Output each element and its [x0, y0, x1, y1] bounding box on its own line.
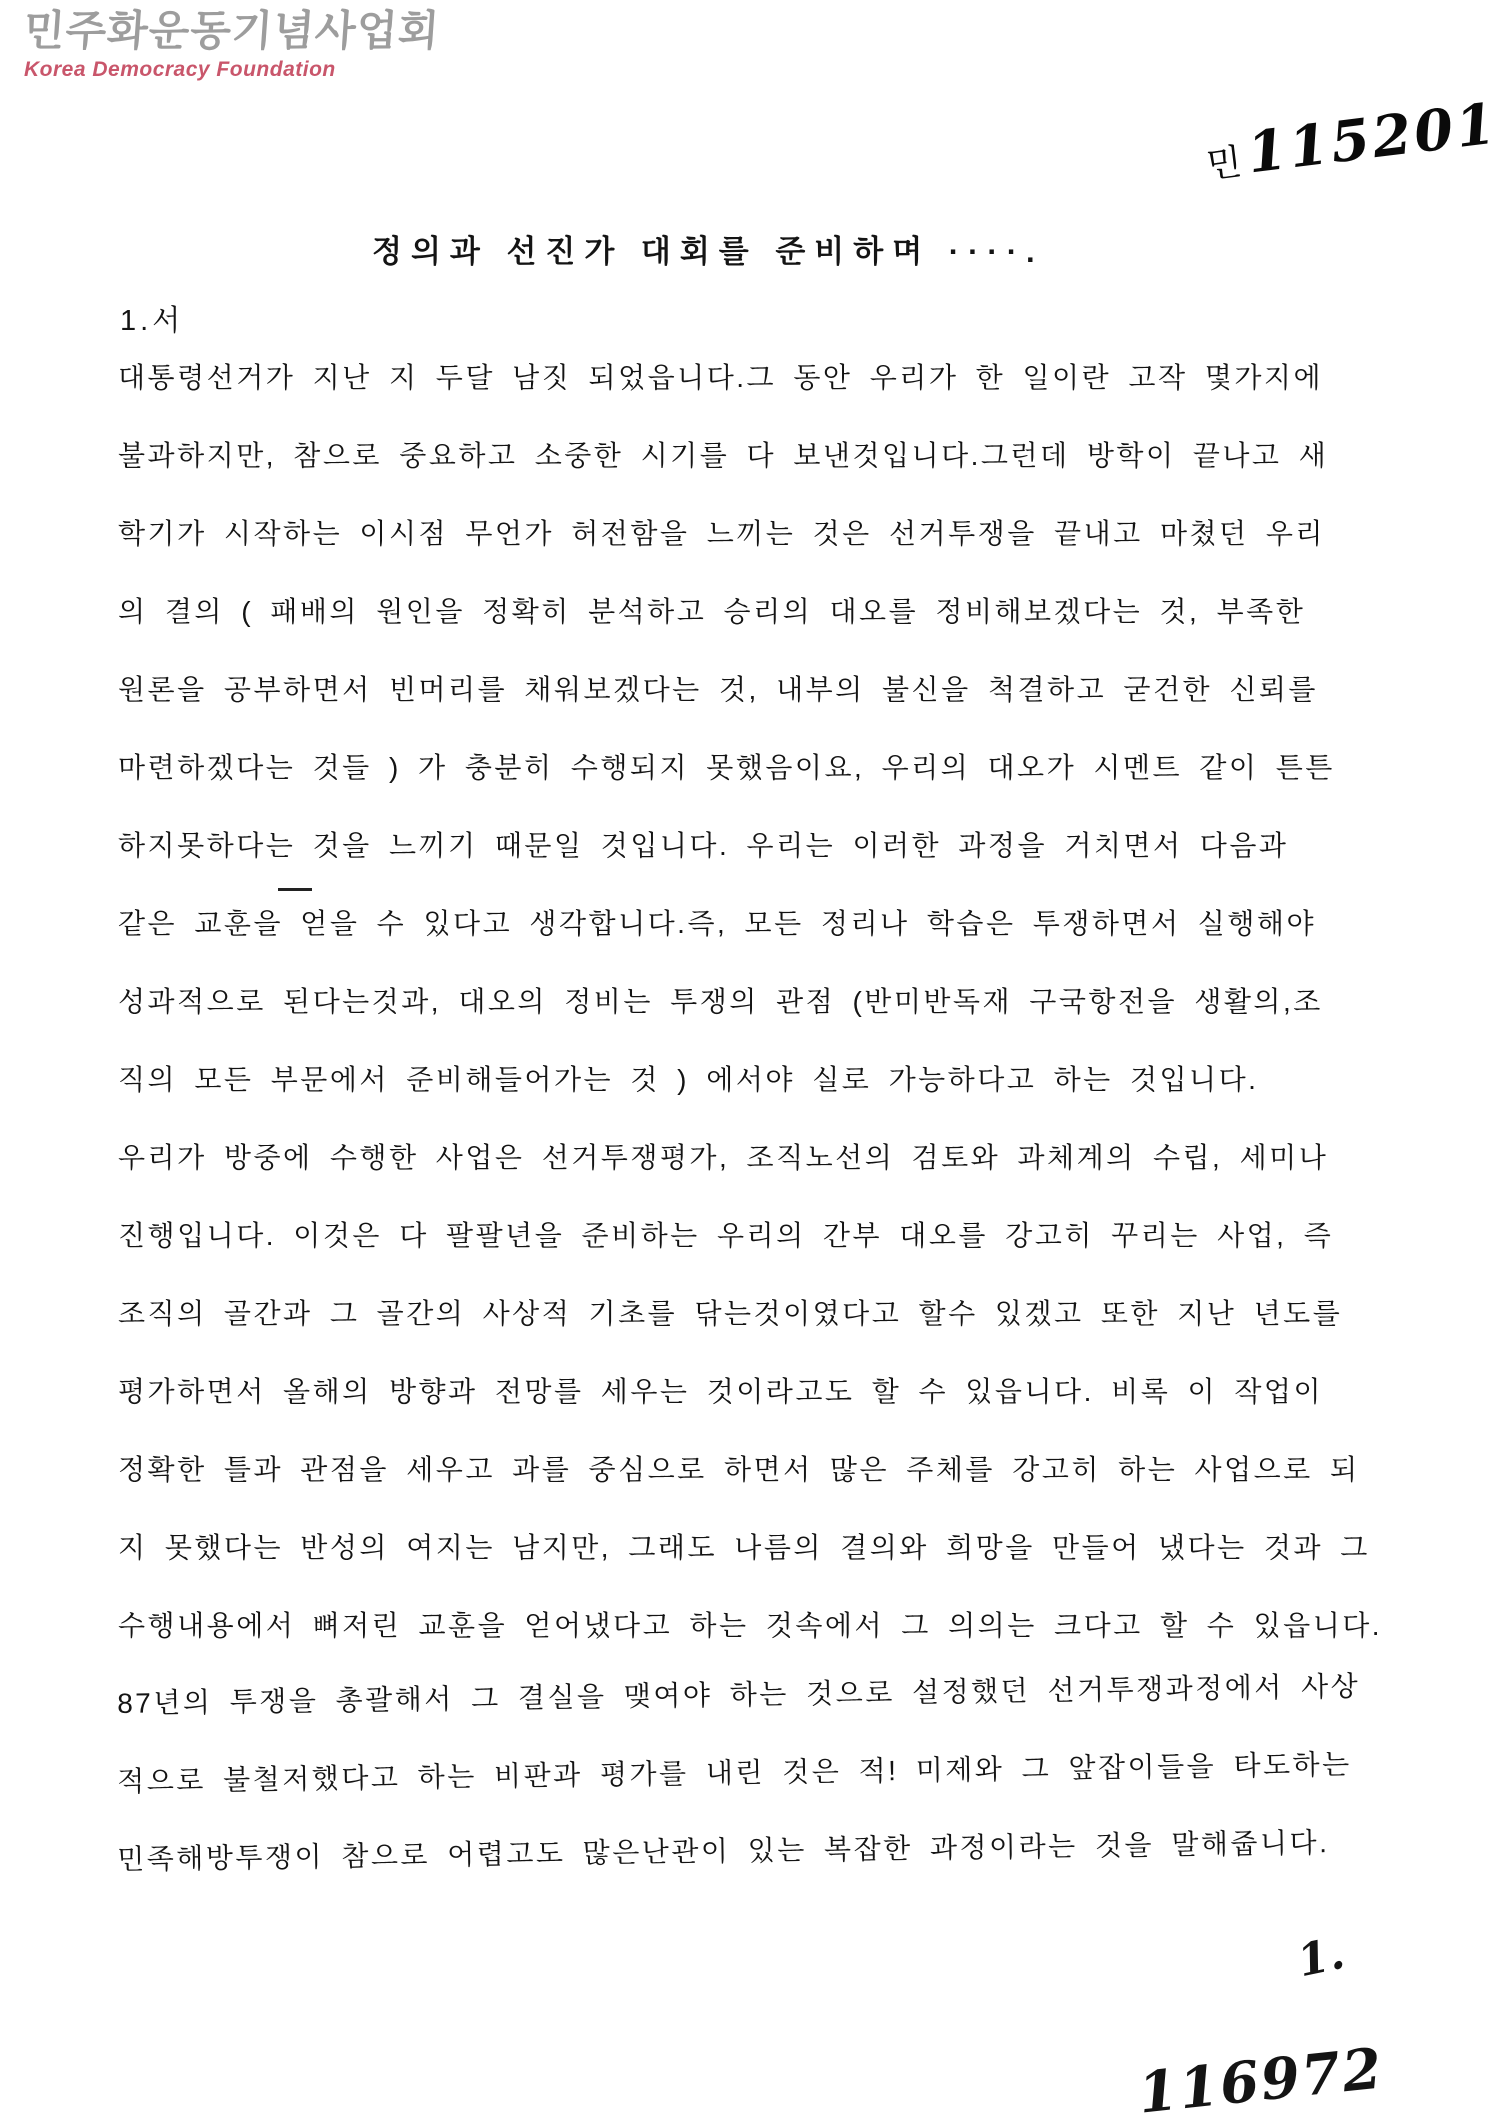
body-line: 수행내용에서 뼈저린 교훈을 얻어냈다고 하는 것속에서 그 의의는 크다고 할 수 있읍니다.	[118, 1610, 1383, 1641]
handwritten-page-number: 1.	[1293, 1927, 1349, 1988]
body-line: 조직의 골간과 그 골간의 사상적 기초를 닦는것이였다고 할수 있겠고 또한 지난 년도를	[118, 1298, 1343, 1329]
body-line: 우리가 방중에 수행한 사업은 선거투쟁평가, 조직노선의 검토와 과체계의 수립, 세미나	[118, 1142, 1329, 1173]
body-line: 성과적으로 된다는것과, 대오의 정비는 투쟁의 관점 (반미반독재 구국항전을 생활의,조	[118, 986, 1323, 1017]
body-line: 민족해방투쟁이 참으로 어렵고도 많은난관이 있는 복잡한 과정이라는 것을 말해줍니다.	[116, 1827, 1330, 1876]
body-line: 정확한 틀과 관점을 세우고 과를 중심으로 하면서 많은 주체를 강고히 하는 사업으로 되	[118, 1454, 1360, 1485]
registry-number: 115201	[1243, 90, 1502, 187]
body-line: 같은 교훈을 얻을 수 있다고 생각합니다.즉, 모든 정리나 학습은 투쟁하면서 실행해야	[118, 908, 1316, 939]
body-line: 직의 모든 부문에서 준비해들어가는 것 ) 에서야 실로 가능하다고 하는 것입니다.	[118, 1064, 1259, 1095]
foundation-logo-korean: 민주화운동기념사업회	[22, 6, 442, 55]
registry-prefix: 민	[1204, 141, 1247, 187]
document-title: 정의과 선진가 대회를 준비하며 ····.	[372, 234, 1044, 269]
body-line: 87년의 투쟁을 총괄해서 그 결실을 맺여야 하는 것으로 설정했던 선거투쟁과정에서 사상	[116, 1670, 1361, 1720]
stray-pencil-dash	[278, 888, 312, 891]
body-line: 대통령선거가 지난 지 두달 남짓 되었읍니다.그 동안 우리가 한 일이란 고작 몇가지에	[118, 362, 1323, 393]
handwritten-archive-number: 116972	[1135, 2035, 1387, 2127]
body-line: 불과하지만, 참으로 중요하고 소중한 시기를 다 보낸것입니다.그런데 방학이 끝나고 새	[118, 440, 1329, 471]
document-body	[118, 356, 1458, 1916]
foundation-logo	[24, 8, 440, 82]
body-line: 적으로 불철저했다고 하는 비판과 평가를 내린 것은 적! 미제와 그 앞잡이들을 타도하는	[116, 1748, 1352, 1798]
handwritten-registry-mark	[1202, 90, 1502, 191]
body-line: 학기가 시작하는 이시점 무언가 허전함을 느끼는 것은 선거투쟁을 끝내고 마쳤던 우리	[118, 518, 1325, 549]
body-line: 하지못하다는 것을 느끼기 때문일 것입니다. 우리는 이러한 과정을 거치면서 다음과	[118, 830, 1289, 861]
section-heading: 1.서	[120, 305, 185, 337]
body-line: 의 결의 ( 패배의 원인을 정확히 분석하고 승리의 대오를 정비해보겠다는 것, 부족한	[118, 596, 1306, 627]
body-line: 진행입니다. 이것은 다 팔팔년을 준비하는 우리의 간부 대오를 강고히 꾸리는 사업, 즉	[118, 1220, 1334, 1251]
foundation-logo-english: Korea Democracy Foundation	[24, 58, 336, 82]
body-line: 지 못했다는 반성의 여지는 남지만, 그래도 나름의 결의와 희망을 만들어 냈다는 것과 그	[118, 1532, 1370, 1563]
body-line: 마련하겠다는 것들 ) 가 충분히 수행되지 못했음이요, 우리의 대오가 시멘트 같이 튼튼	[118, 752, 1335, 783]
body-line: 평가하면서 올해의 방향과 전망를 세우는 것이라고도 할 수 있읍니다. 비록 이 작업이	[118, 1376, 1323, 1407]
body-line: 원론을 공부하면서 빈머리를 채워보겠다는 것, 내부의 불신을 척결하고 굳건한 신뢰를	[118, 674, 1318, 705]
